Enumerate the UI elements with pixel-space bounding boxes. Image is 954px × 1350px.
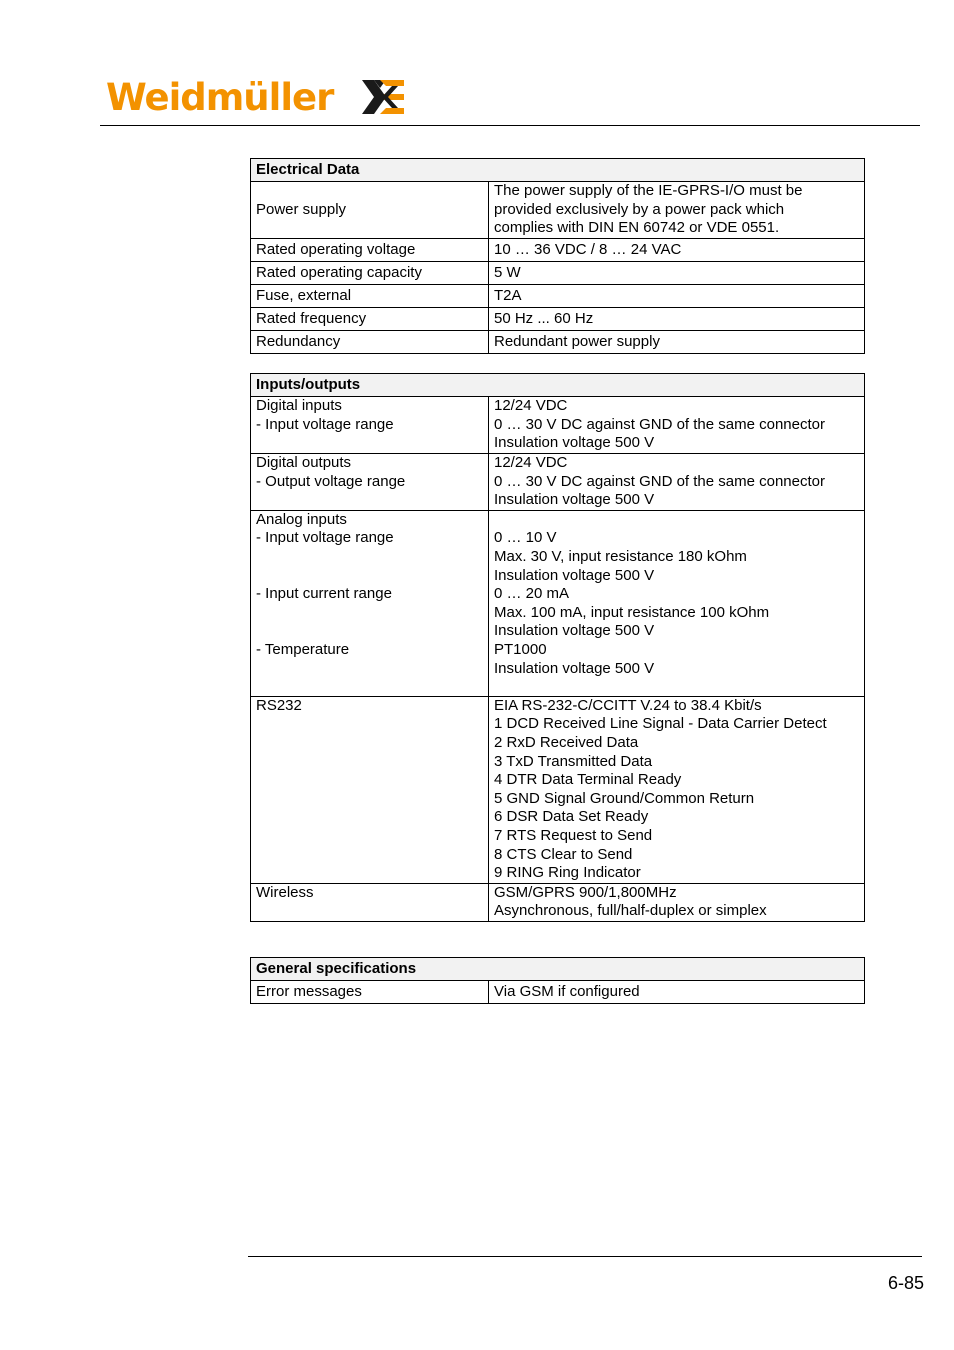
value-line: EIA RS-232-C/CCITT V.24 to 38.4 Kbit/s <box>494 696 762 714</box>
label-line: - Input voltage range <box>256 415 394 433</box>
value-line: Insulation voltage 500 V <box>494 622 655 640</box>
value-line: 4 DTR Data Terminal Ready <box>494 771 682 789</box>
row-label: Rated operating capacity <box>251 262 489 285</box>
table-row <box>251 883 865 921</box>
general-specifications-table <box>250 957 865 1004</box>
table-row <box>251 454 865 511</box>
label-line: - Output voltage range <box>256 472 406 490</box>
value-line: Max. 30 V, input resistance 180 kOhm <box>494 547 747 565</box>
weidmuller-logo <box>106 74 406 120</box>
page-number: 6-85 <box>887 1273 924 1293</box>
row-value <box>489 696 865 883</box>
row-label <box>251 883 489 921</box>
row-value <box>489 397 865 454</box>
value-line: 6 DSR Data Set Ready <box>494 808 649 826</box>
table-title: Inputs/outputs <box>251 374 865 397</box>
value-line: 9 RING Ring Indicator <box>494 864 641 882</box>
row-value: Via GSM if configured <box>489 981 865 1004</box>
label-line: Digital outputs <box>256 454 352 471</box>
value-line: complies with DIN EN 60742 or VDE 0551. <box>494 219 780 237</box>
label-line <box>256 567 483 586</box>
table-title: General specifications <box>251 958 865 981</box>
weidmuller-cross-icon <box>360 76 406 118</box>
row-value <box>489 182 865 239</box>
table-title: Electrical Data <box>251 159 865 182</box>
table-row <box>251 262 865 285</box>
value-line: PT1000 <box>494 640 547 658</box>
value-line: 2 RxD Received Data <box>494 733 639 751</box>
table-row <box>251 285 865 308</box>
table-row <box>251 331 865 354</box>
row-value <box>489 883 865 921</box>
row-label: Rated operating voltage <box>251 239 489 262</box>
value-line: Max. 100 mA, input resistance 100 kOhm <box>494 603 770 621</box>
label-line: Wireless <box>256 883 314 901</box>
label-line <box>256 548 483 567</box>
value-line: 12/24 VDC <box>494 397 568 414</box>
row-value <box>489 454 865 511</box>
inputs-outputs-table <box>250 373 865 922</box>
value-line: Insulation voltage 500 V <box>494 566 655 584</box>
table-row <box>251 182 865 239</box>
label-line: RS232 <box>256 696 302 714</box>
electrical-data-table <box>250 158 865 354</box>
value-line: 0 … 30 V DC against GND of the same connector <box>494 415 825 433</box>
table-header-row <box>251 374 865 397</box>
table-row <box>251 981 865 1004</box>
value-line: 8 CTS Clear to Send <box>494 845 633 863</box>
label-line <box>256 622 483 641</box>
value-line: 5 GND Signal Ground/Common Return <box>494 789 755 807</box>
row-label: Power supply <box>251 182 489 239</box>
row-value: Redundant power supply <box>489 331 865 354</box>
row-label: Fuse, external <box>251 285 489 308</box>
table-row <box>251 510 865 696</box>
row-value: 10 … 36 VDC / 8 … 24 VAC <box>489 239 865 262</box>
row-label <box>251 510 489 696</box>
row-label: Rated frequency <box>251 308 489 331</box>
table-header-row <box>251 958 865 981</box>
table-row <box>251 239 865 262</box>
value-line: 0 … 30 V DC against GND of the same connector <box>494 472 825 490</box>
value-line: GSM/GPRS 900/1,800MHz <box>494 883 677 901</box>
value-line: 1 DCD Received Line Signal - Data Carrier Detect <box>494 715 827 733</box>
label-line: - Input voltage range <box>256 529 394 547</box>
value-line: 3 TxD Transmitted Data <box>494 752 653 770</box>
value-line: provided exclusively by a power pack which <box>494 200 785 218</box>
table-row <box>251 397 865 454</box>
value-line: Asynchronous, full/half-duplex or simplex <box>494 902 767 920</box>
table-row <box>251 308 865 331</box>
table-header-row <box>251 159 865 182</box>
label-line: Digital inputs <box>256 397 342 414</box>
label-line: Analog inputs <box>256 510 347 528</box>
value-line: 0 … 20 mA <box>494 585 570 603</box>
value-line: Insulation voltage 500 V <box>494 434 655 452</box>
row-label <box>251 397 489 454</box>
row-value <box>489 510 865 696</box>
value-line: 12/24 VDC <box>494 454 568 471</box>
logo-wordmark: Weidmüller <box>106 76 334 119</box>
value-line: The power supply of the IE-GPRS-I/O must be <box>494 182 803 199</box>
label-line <box>256 604 483 623</box>
label-line: - Temperature <box>256 640 350 658</box>
row-label: Error messages <box>251 981 489 1004</box>
value-line: Insulation voltage 500 V <box>494 659 655 677</box>
header-divider <box>100 125 920 126</box>
value-line <box>494 511 859 530</box>
row-label: Redundancy <box>251 331 489 354</box>
row-value: T2A <box>489 285 865 308</box>
footer-divider <box>248 1256 922 1257</box>
value-line: 7 RTS Request to Send <box>494 826 653 844</box>
value-line: Insulation voltage 500 V <box>494 491 655 509</box>
row-value: 50 Hz ... 60 Hz <box>489 308 865 331</box>
row-label <box>251 696 489 883</box>
value-line: 0 … 10 V <box>494 529 557 547</box>
table-row <box>251 696 865 883</box>
row-value: 5 W <box>489 262 865 285</box>
row-label <box>251 454 489 511</box>
label-line: - Input current range <box>256 585 392 603</box>
